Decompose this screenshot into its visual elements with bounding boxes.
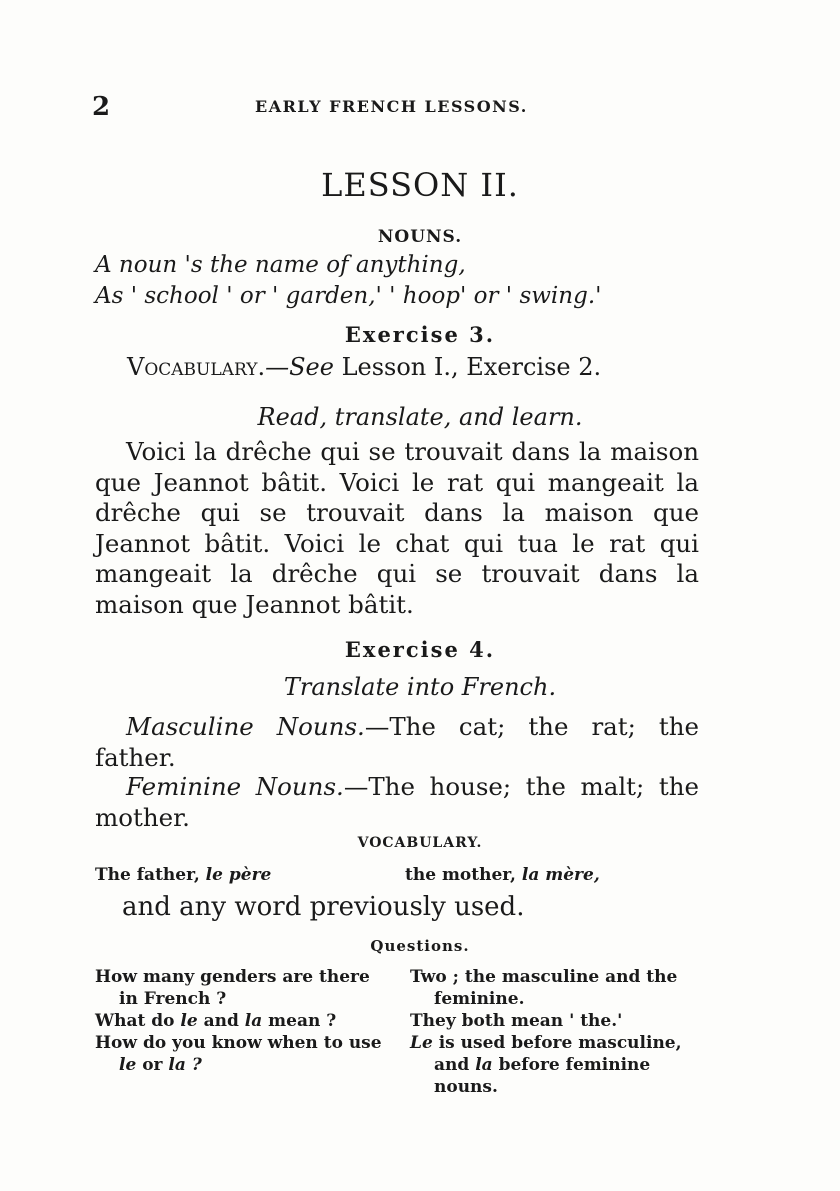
masculine-label: Masculine Nouns. [126,712,365,741]
feminine-text: —The house; the malt; the mother. [95,772,699,832]
masculine-text: —The cat; the rat; the father. [95,712,699,772]
verse-line-2: As ' school ' or ' garden,' ' hoop' or ' swing.' [95,283,602,309]
vocab-tail: and any word previously used. [122,892,525,922]
q2-la: la [244,1011,263,1031]
vocab-mother-fr: la mère, [521,865,600,885]
a3-la: la [475,1055,493,1075]
q3-le: le [119,1055,137,1075]
vocab-mother-en: the mother, [405,865,522,885]
vocab-mother [405,865,600,885]
answer-3 [410,1032,700,1098]
vocab-father-fr: le père [205,865,272,885]
answer-2: They both mean ' the.' [410,1011,623,1031]
vocab-see: —See [265,353,334,381]
answers-column [410,966,700,1098]
exercise-3-vocabulary-line [127,353,601,381]
q3-text-b: or [136,1055,169,1075]
q2-text-b: and [197,1011,245,1031]
vocab-label: Vocabulary. [127,353,266,381]
exercise-3-paragraph: Voici la drêche qui se trouvait dans la maison que Jeannot bâtit. Voici le rat qui mangeait la drêche qui se trouvait dans la maison que Jeannot bâtit. Voici le chat qui tua le rat qui mangeait la drêche qui se trouvait dans la maison que Jeannot bâtit. [95,437,699,619]
q2-text-c: mean ? [262,1011,337,1031]
nouns-heading: NOUNS. [377,227,463,247]
q3-text-a: How do you know when to use [95,1033,382,1053]
masculine-nouns [95,712,699,773]
exercise-4-instruction: Translate into French. [283,673,557,701]
vocab-reference: Lesson I., Exercise 2. [333,353,602,381]
exercise-3-instruction: Read, translate, and learn. [257,403,583,431]
q3-la: la ? [168,1055,202,1075]
vocab-father-en: The father, [95,865,206,885]
page-number: 2 [92,92,111,122]
vocab-father [95,865,271,885]
verse-line-1: A noun 's the name of anything, [95,252,466,278]
q2-text-a: What do [95,1011,181,1031]
lesson-title: LESSON II. [321,166,519,204]
questions-heading: Questions. [370,937,470,955]
feminine-label: Feminine Nouns. [126,772,344,801]
vocabulary-heading: VOCABULARY. [357,835,483,851]
feminine-nouns [95,772,699,833]
answer-1: Two ; the masculine and the feminine. [410,967,678,1009]
running-title: EARLY FRENCH LESSONS. [255,97,528,116]
a3-le: Le [410,1033,433,1053]
question-1: How many genders are there in French ? [95,967,370,1009]
question-3 [95,1032,385,1076]
a3-text-b: is used before masculine, and [432,1033,682,1075]
questions-column [95,966,385,1076]
q2-le: le [180,1011,198,1031]
exercise-4-heading: Exercise 4. [344,637,496,662]
exercise-3-heading: Exercise 3. [344,322,496,347]
a3-text-c: before feminine nouns. [434,1055,651,1097]
question-2 [95,1010,385,1032]
